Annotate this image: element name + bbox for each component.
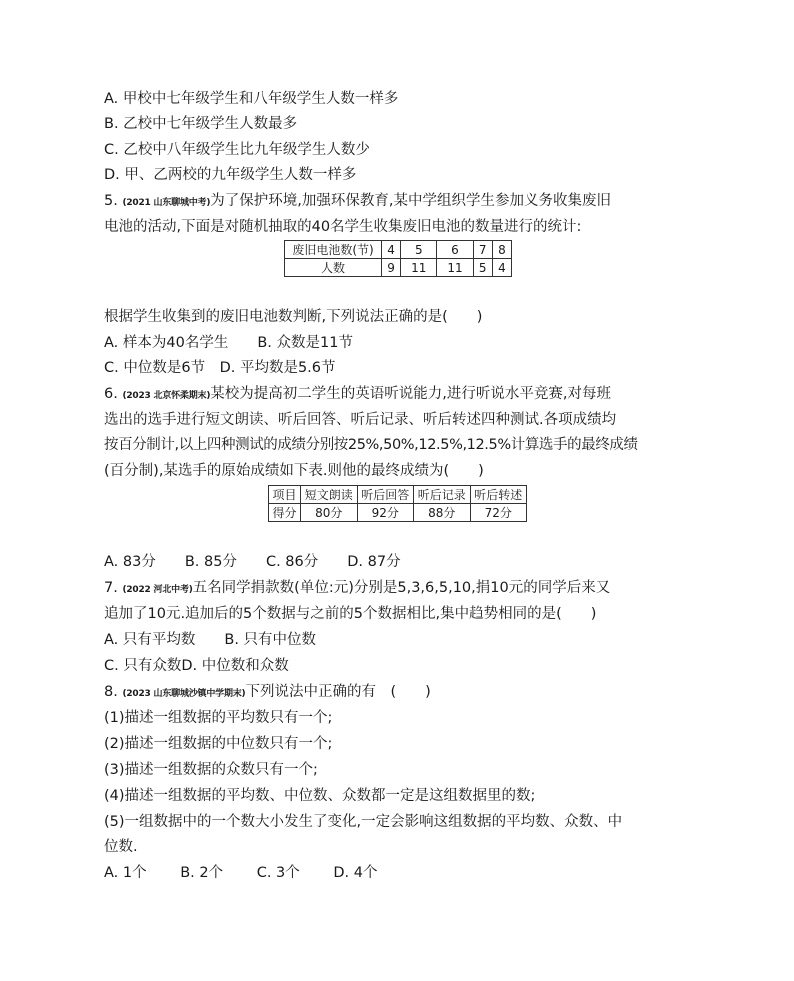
table-cell: 88分 [414, 504, 471, 522]
question-source: (2022 河北中考) [122, 585, 193, 595]
question-text: 五名同学捐款数(单位:元)分别是5,3,6,5,10,捐10元的同学后来又 [192, 580, 611, 596]
table-cell: 5 [401, 241, 437, 259]
table-cell: 6 [437, 241, 473, 259]
q4-option-b: B. 乙校中七年级学生人数最多 [104, 116, 298, 132]
table-cell: 项目 [269, 486, 301, 504]
table-cell: 8 [492, 241, 511, 259]
q5-stem-line2: 电池的活动,下面是对随机抽取的40名学生收集废旧电池的数量进行的统计: [104, 219, 582, 235]
table-cell: 5 [473, 259, 492, 277]
question-number: 5. [104, 193, 118, 209]
q7-options-line2: C. 只有众数D. 中位数和众数 [104, 658, 289, 674]
table-cell: 72分 [470, 504, 527, 522]
q8-item-2: (2)描述一组数据的中位数只有一个; [104, 736, 333, 752]
q5-data-table [284, 240, 512, 277]
table-cell: 4 [492, 259, 511, 277]
q6-stem-line2: 选出的选手进行短文朗读、听后回答、听后记录、听后转述四种测试.各项成绩均 [104, 412, 617, 428]
question-source: (2021 山东聊城中考) [122, 198, 211, 208]
q6-score-table [268, 485, 527, 522]
question-text: 某校为提高初二学生的英语听说能力,进行听说水平竞赛,对每班 [210, 386, 611, 402]
q6-options: A. 83分 B. 85分 C. 86分 D. 87分 [104, 554, 401, 570]
table-cell: 7 [473, 241, 492, 259]
q6-stem-line1 [104, 383, 611, 407]
table-cell: 得分 [269, 504, 301, 522]
question-number: 6. [104, 386, 118, 402]
table-cell: 短文朗读 [301, 486, 358, 504]
question-source: (2023 山东聊城沙镇中学期末) [122, 689, 246, 699]
q8-item-5: (5)一组数据中的一个数大小发生了变化,一定会影响这组数据的平均数、众数、中 [104, 814, 623, 830]
q6-stem-line4: (百分制),某选手的原始成绩如下表.则他的最终成绩为( ) [104, 463, 484, 479]
q5-question: 根据学生收集到的废旧电池数判断,下列说法正确的是( ) [104, 309, 483, 325]
table-cell: 11 [437, 259, 473, 277]
q8-item-4: (4)描述一组数据的平均数、中位数、众数都一定是这组数据里的数; [104, 788, 536, 804]
q8-options: A. 1个 B. 2个 C. 3个 D. 4个 [104, 865, 378, 881]
table-cell: 人数 [285, 259, 382, 277]
q7-stem-line2: 追加了10元.追加后的5个数据与之前的5个数据相比,集中趋势相同的是( ) [104, 606, 597, 622]
table-cell: 11 [401, 259, 437, 277]
q6-stem-line3: 按百分制计,以上四种测试的成绩分别按25%,50%,12.5%,12.5%计算选手的最终成绩 [104, 437, 638, 453]
table-row [269, 504, 527, 522]
question-number: 7. [104, 580, 118, 596]
q5-options-line1: A. 样本为40名学生 B. 众数是11节 [104, 335, 353, 351]
q4-option-a: A. 甲校中七年级学生和八年级学生人数一样多 [104, 91, 399, 107]
q7-stem-line1 [104, 577, 610, 601]
table-row [269, 486, 527, 504]
table-cell: 4 [382, 241, 401, 259]
table-cell: 听后转述 [470, 486, 527, 504]
question-source: (2023 北京怀柔期末) [122, 391, 211, 401]
table-cell: 听后回答 [357, 486, 414, 504]
q4-option-c: C. 乙校中八年级学生比九年级学生人数少 [104, 142, 370, 158]
q7-options-line1: A. 只有平均数 B. 只有中位数 [104, 632, 317, 648]
table-cell: 废旧电池数(节) [285, 241, 382, 259]
table-cell: 听后记录 [414, 486, 471, 504]
table-cell: 9 [382, 259, 401, 277]
table-cell: 92分 [357, 504, 414, 522]
q4-option-d: D. 甲、乙两校的九年级学生人数一样多 [104, 167, 357, 183]
q8-item-5-cont: 位数. [104, 839, 138, 855]
q5-stem-line1 [104, 190, 611, 214]
q5-options-line2: C. 中位数是6节 D. 平均数是5.6节 [104, 360, 336, 376]
question-number: 8. [104, 684, 118, 700]
question-text: 下列说法中正确的有 ( ) [245, 684, 431, 700]
table-cell: 80分 [301, 504, 358, 522]
q8-stem [104, 681, 431, 705]
q8-item-3: (3)描述一组数据的众数只有一个; [104, 762, 318, 778]
table-row [285, 241, 512, 259]
q8-item-1: (1)描述一组数据的平均数只有一个; [104, 710, 333, 726]
table-row [285, 259, 512, 277]
question-text: 为了保护环境,加强环保教育,某中学组织学生参加义务收集废旧 [210, 193, 611, 209]
